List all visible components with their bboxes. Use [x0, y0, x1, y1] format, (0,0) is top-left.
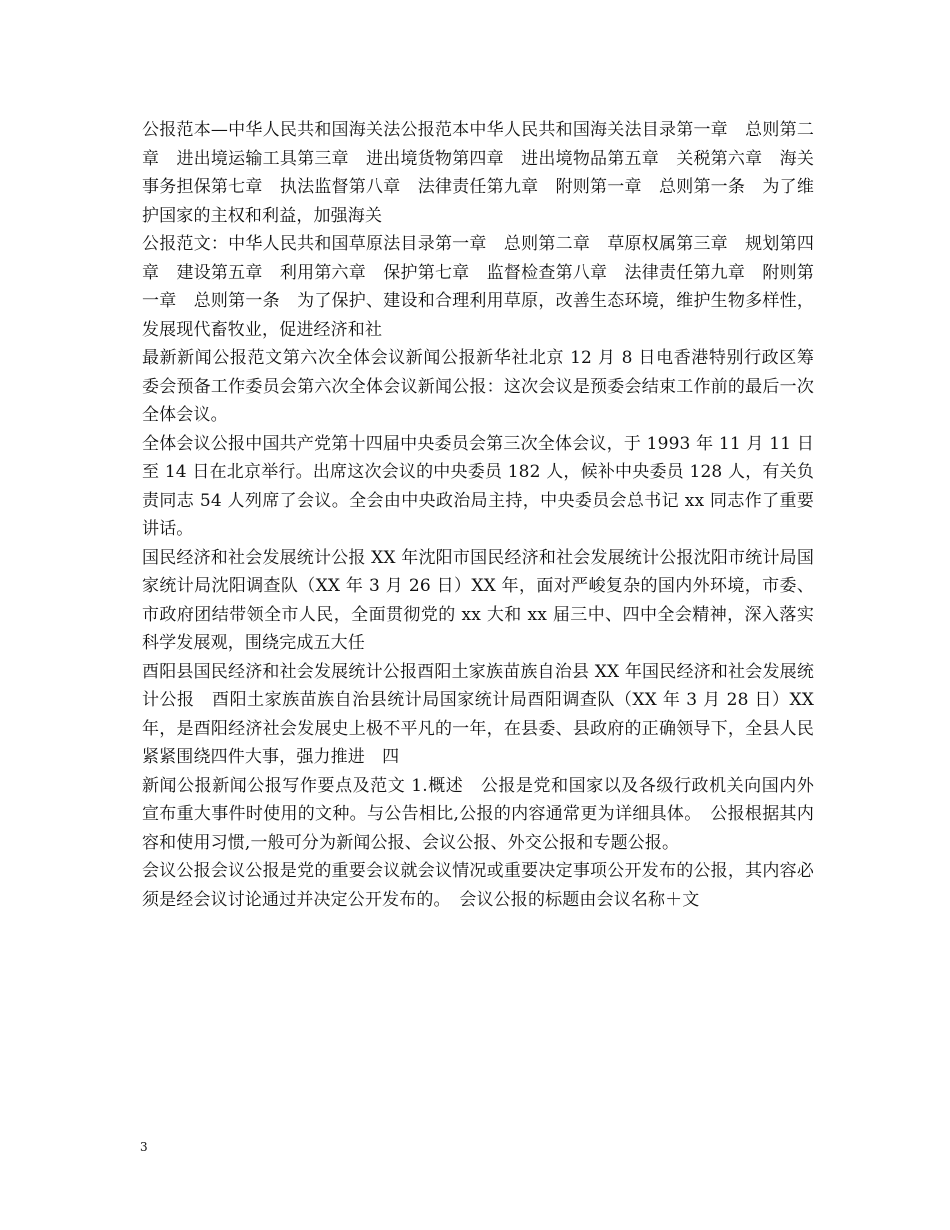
paragraph-grassland-law: 公报范文：中华人民共和国草原法目录第一章 总则第二章 草原权属第三章 规划第四章 建设第五章 利用第六章 保护第七章 监督检查第八章 法律责任第九章 附则第一章 总则第一条 为了保护、建设和合理利用草原，改善生态环境，维护生物多样性，发展现代畜牧业，促进经济和社: [142, 234, 814, 340]
paragraph-news-communique: 最新新闻公报范文第六次全体会议新闻公报新华社北京 12 月 8 日电香港特别行政区筹委会预备工作委员会第六次全体会议新闻公报：这次会议是预委会结束工作前的最后一次全体会议。: [142, 348, 814, 425]
paragraph-youyang-statistics: 酉阳县国民经济和社会发展统计公报酉阳土家族苗族自治县 XX 年国民经济和社会发展统计公报 酉阳土家族苗族自治县统计局国家统计局酉阳调查队（XX 年 3 月 28 日）XX 年，是酉阳经济社会发展史上极不平凡的一年，在县委、县政府的正确领导下，全县人民紧紧围绕四件大事，强力推进 四: [142, 661, 814, 767]
paragraph-meeting-communique: 会议公报会议公报是党的重要会议就会议情况或重要决定事项公开发布的公报，其内容必须是经会议讨论通过并决定公开发布的。 会议公报的标题由会议名称＋文: [142, 861, 814, 910]
page-number: 3: [140, 1140, 148, 1154]
paragraph-shenyang-statistics: 国民经济和社会发展统计公报 XX 年沈阳市国民经济和社会发展统计公报沈阳市统计局国家统计局沈阳调查队（XX 年 3 月 26 日）XX 年，面对严峻复杂的国内外环境，市委、市政府团结带领全市人民，全面贯彻党的 xx 大和 xx 届三中、四中全会精神，深入落实科学发展观，围绕完成五大任: [142, 547, 814, 653]
paragraph-plenary-session: 全体会议公报中国共产党第十四届中央委员会第三次全体会议，于 1993 年 11 月 11 日至 14 日在北京举行。出席这次会议的中央委员 182 人，候补中央委员 128 人，有关负责同志 54 人列席了会议。全会由中央政治局主持，中央委员会总书记 xx 同志作了重要讲话。: [142, 433, 814, 539]
document-body: [142, 116, 814, 914]
paragraph-customs-law: 公报范本—中华人民共和国海关法公报范本中华人民共和国海关法目录第一章 总则第二章 进出境运输工具第三章 进出境货物第四章 进出境物品第五章 关税第六章 海关事务担保第七章 执法监督第八章 法律责任第九章 附则第一章 总则第一条 为了维护国家的主权和利益，加强海关: [142, 120, 814, 226]
paragraph-writing-guide: 新闻公报新闻公报写作要点及范文 1.概述 公报是党和国家以及各级行政机关向国内外宣布重大事件时使用的文种。与公告相比,公报的内容通常更为详细具体。 公报根据其内容和使用习惯,一般可分为新闻公报、会议公报、外交公报和专题公报。: [142, 775, 814, 853]
